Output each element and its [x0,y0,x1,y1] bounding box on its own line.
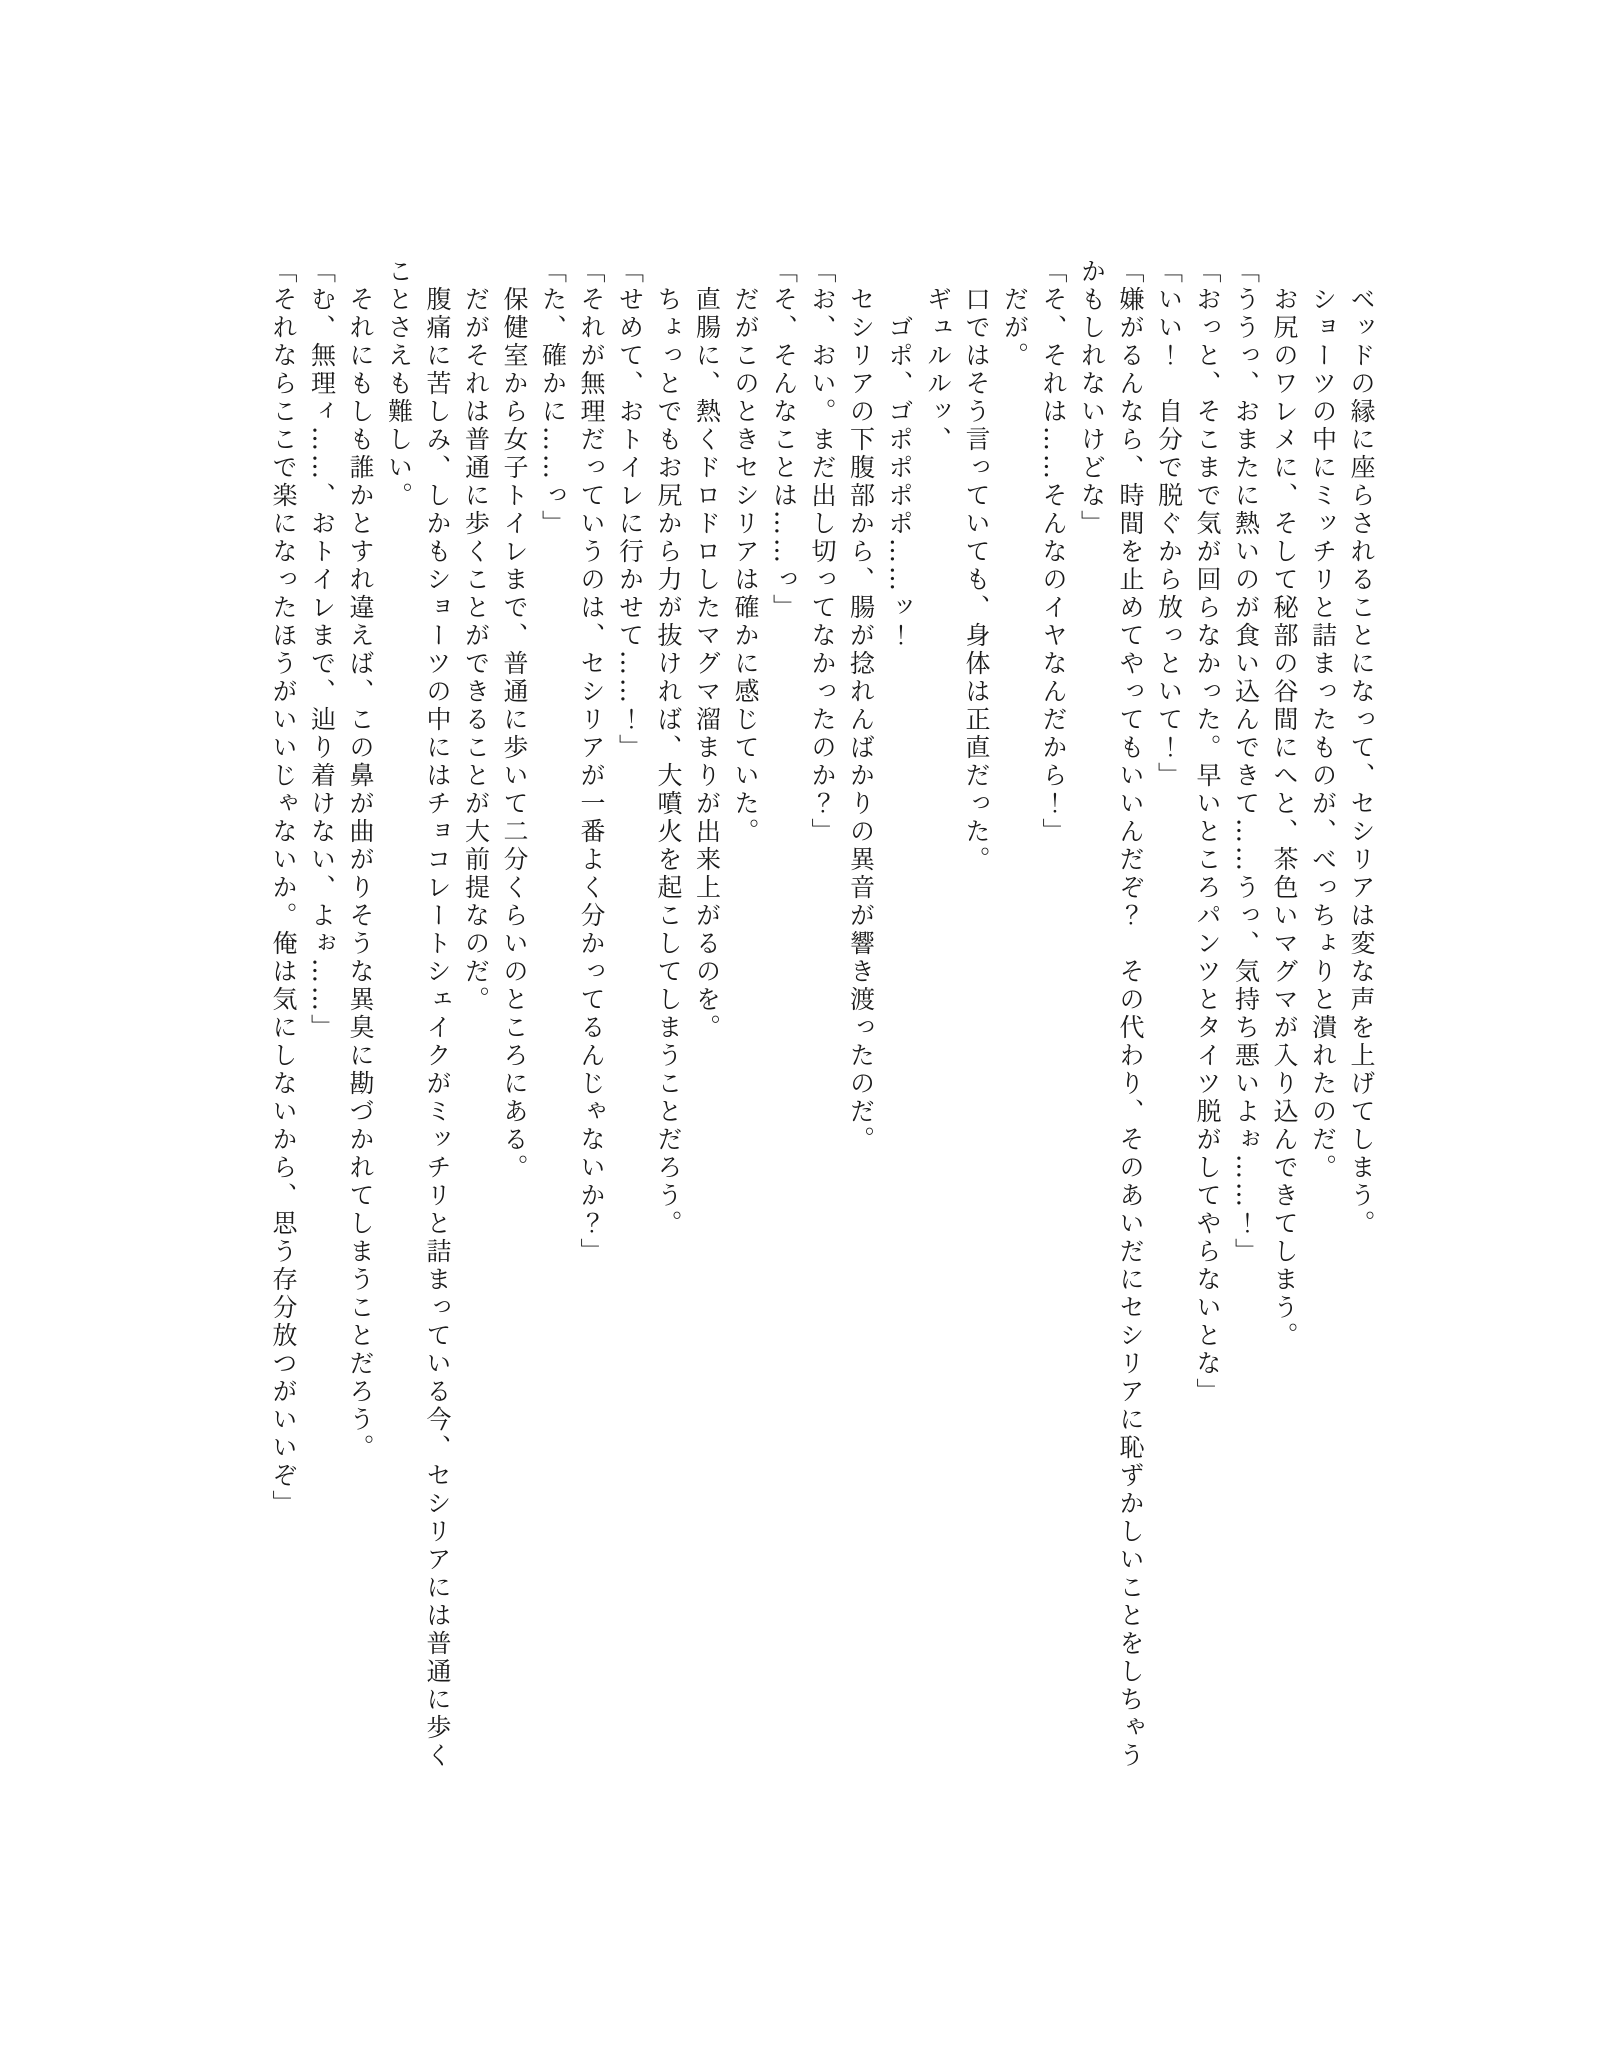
story-paragraph: だが。 [1000,286,1030,370]
story-paragraph: ベッドの縁に座らされることになって、セシリアは変な声を上げてしまう。 [1347,286,1376,1238]
story-paragraph: 直腸に、熱くドロドロしたマグマ溜まりが出来上がるのを。 [692,286,722,1042]
story-paragraph: 「そ、そんなことは……っ」 [769,258,799,622]
story-paragraph: 「せめて、おトイレに行かせて……！」 [615,258,645,762]
story-paragraph: 「た、確かに……っ」 [538,258,568,538]
story-paragraph: 「お、おい。まだ出し切ってなかったのか？」 [808,258,837,846]
story-paragraph: お尻のワレメに、そして秘部の谷間にへと、茶色いマグマが入り込んできてしまう。 [1270,286,1299,1350]
story-paragraph: 「それならここで楽になったほうがいいじゃないか。俺は気にしないから、思う存分放つがいいぞ」 [269,258,298,1518]
story-text-block [264,258,1381,1782]
story-paragraph: 「いい！ 自分で脱ぐから放っといて！」 [1154,258,1184,790]
story-paragraph: ショーツの中にミッチリと詰まったものが、べっちょりと潰れたのだ。 [1308,286,1338,1182]
story-paragraph: 腹痛に苦しみ、しかもショーツの中にはチョコレートシェイクがミッチリと詰まっている今、セシリアには普通に歩くことさえも難しい。 [384,258,452,1770]
story-paragraph: だがこのときセシリアは確かに感じていた。 [731,286,760,846]
story-paragraph: 「おっと、そこまで気が回らなかった。早いところパンツとタイツ脱がしてやらないとな」 [1193,258,1222,1406]
story-paragraph: だがそれは普通に歩くことができることが大前提なのだ。 [461,286,491,1014]
story-paragraph: 「ううっ、おまたに熱いのが食い込んできて……うっ、気持ち悪いよぉ……！」 [1231,258,1261,1266]
story-paragraph: ギュルルッ、 [923,286,953,454]
story-paragraph: それにもしも誰かとすれ違えば、この鼻が曲がりそうな異臭に勘づかれてしまうことだろう。 [346,286,375,1462]
story-paragraph: 保健室から女子トイレまで、普通に歩いて二分くらいのところにある。 [500,286,529,1182]
story-paragraph: 「嫌がるんなら、時間を止めてやってもいいんだぞ？ その代わり、そのあいだにセシリアに恥ずかしいことをしちゃうかもしれないけどな」 [1077,258,1145,1770]
story-paragraph: ゴポ、ゴポポポポ……ッ！ [885,314,914,650]
story-paragraph: ちょっとでもお尻から力が抜ければ、大噴火を起こしてしまうことだろう。 [654,286,683,1238]
story-paragraph: 「そ、それは……そんなのイヤなんだから！」 [1039,258,1068,846]
story-paragraph: 口ではそう言っていても、身体は正直だった。 [962,286,991,874]
story-paragraph: 「それが無理だっていうのは、セシリアが一番よく分かってるんじゃないか？」 [577,258,606,1266]
story-paragraph: 「む、無理ィ……、おトイレまで、辿り着けない、よぉ……」 [307,258,337,1042]
story-paragraph: セシリアの下腹部から、腸が捻れんばかりの異音が響き渡ったのだ。 [846,286,876,1154]
